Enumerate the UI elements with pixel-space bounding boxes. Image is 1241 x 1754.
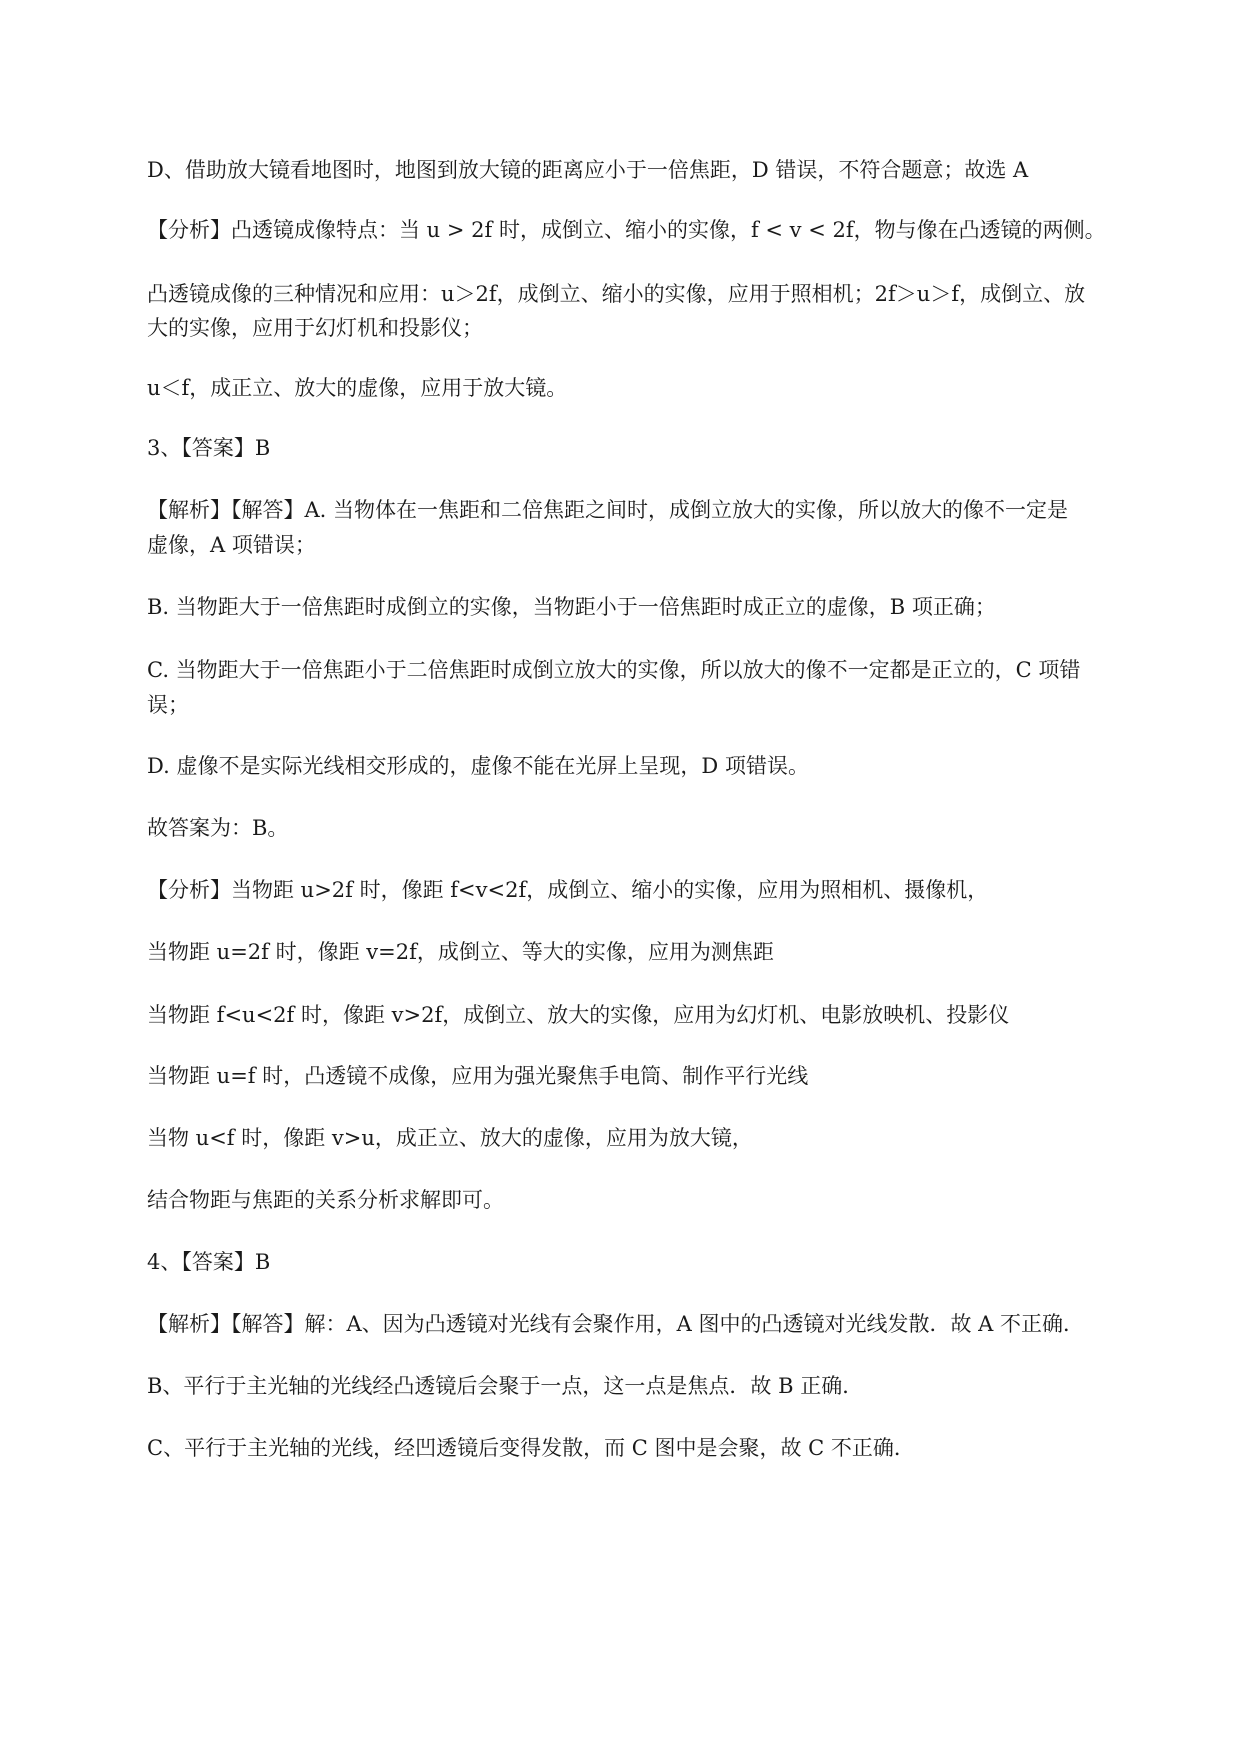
answer-4-heading: 4、【答案】B [147,1250,271,1274]
text-line-magnifier-case: u＜f，成正立、放大的虚像，应用于放大镜。 [147,376,568,400]
text-line-three-cases: 凸透镜成像的三种情况和应用：u＞2f，成倒立、缩小的实像，应用于照相机；2f＞u＞f，成倒立、放 [147,282,1086,306]
text-line-q4-c: C、平行于主光轴的光线，经凹透镜后变得发散，而 C 图中是会聚，故 C 不正确． [147,1436,915,1460]
text-line-analysis-1: 【分析】凸透镜成像特点：当 u > 2f 时，成倒立、缩小的实像，f < v < 2f，物与像在凸透镜的两侧。 [147,218,1106,242]
text-line-q3-a-cont: 虚像，A 项错误； [147,533,316,557]
text-line-q4-a: 【解析】【解答】解：A、因为凸透镜对光线有会聚作用，A 图中的凸透镜对光线发散．故 A 不正确． [147,1312,1085,1336]
text-line-q4-b: B、平行于主光轴的光线经凸透镜后会聚于一点，这一点是焦点．故 B 正确． [147,1374,864,1398]
text-line-u-equals-f: 当物距 u=f 时，凸透镜不成像，应用为强光聚焦手电筒、制作平行光线 [147,1064,809,1088]
text-line-u-lt-f: 当物 u<f 时，像距 v>u，成正立、放大的虚像，应用为放大镜， [147,1126,753,1150]
text-line-analysis-2: 【分析】当物距 u>2f 时，像距 f<v<2f，成倒立、缩小的实像，应用为照相机、摄像机， [147,878,989,902]
text-line-combine: 结合物距与焦距的关系分析求解即可。 [147,1188,504,1212]
text-line-q3-conclusion: 故答案为：B。 [147,816,289,840]
text-line-three-cases-cont: 大的实像，应用于幻灯机和投影仪； [147,316,483,340]
text-line-u-equals-2f: 当物距 u=2f 时，像距 v=2f，成倒立、等大的实像，应用为测焦距 [147,940,774,964]
text-line-f-lt-u-lt-2f: 当物距 f<u<2f 时，像距 v>2f，成倒立、放大的实像，应用为幻灯机、电影放映机、投影仪 [147,1003,1010,1027]
text-line-q3-c: C. 当物距大于一倍焦距小于二倍焦距时成倒立放大的实像，所以放大的像不一定都是正立的，C 项错 [147,658,1081,682]
text-line-q3-c-cont: 误； [147,693,189,717]
answer-3-heading: 3、【答案】B [147,436,271,460]
text-line-q3-a: 【解析】【解答】A. 当物体在一焦距和二倍焦距之间时，成倒立放大的实像，所以放大的像不一定是 [147,498,1069,522]
text-line-q3-b: B. 当物距大于一倍焦距时成倒立的实像，当物距小于一倍焦距时成正立的虚像，B 项正确； [147,595,996,619]
text-line-q3-d: D. 虚像不是实际光线相交形成的，虚像不能在光屏上呈现，D 项错误。 [147,754,809,778]
text-line-d-magnifier: D、借助放大镜看地图时，地图到放大镜的距离应小于一倍焦距，D 错误，不符合题意；故选 A [147,158,1029,182]
